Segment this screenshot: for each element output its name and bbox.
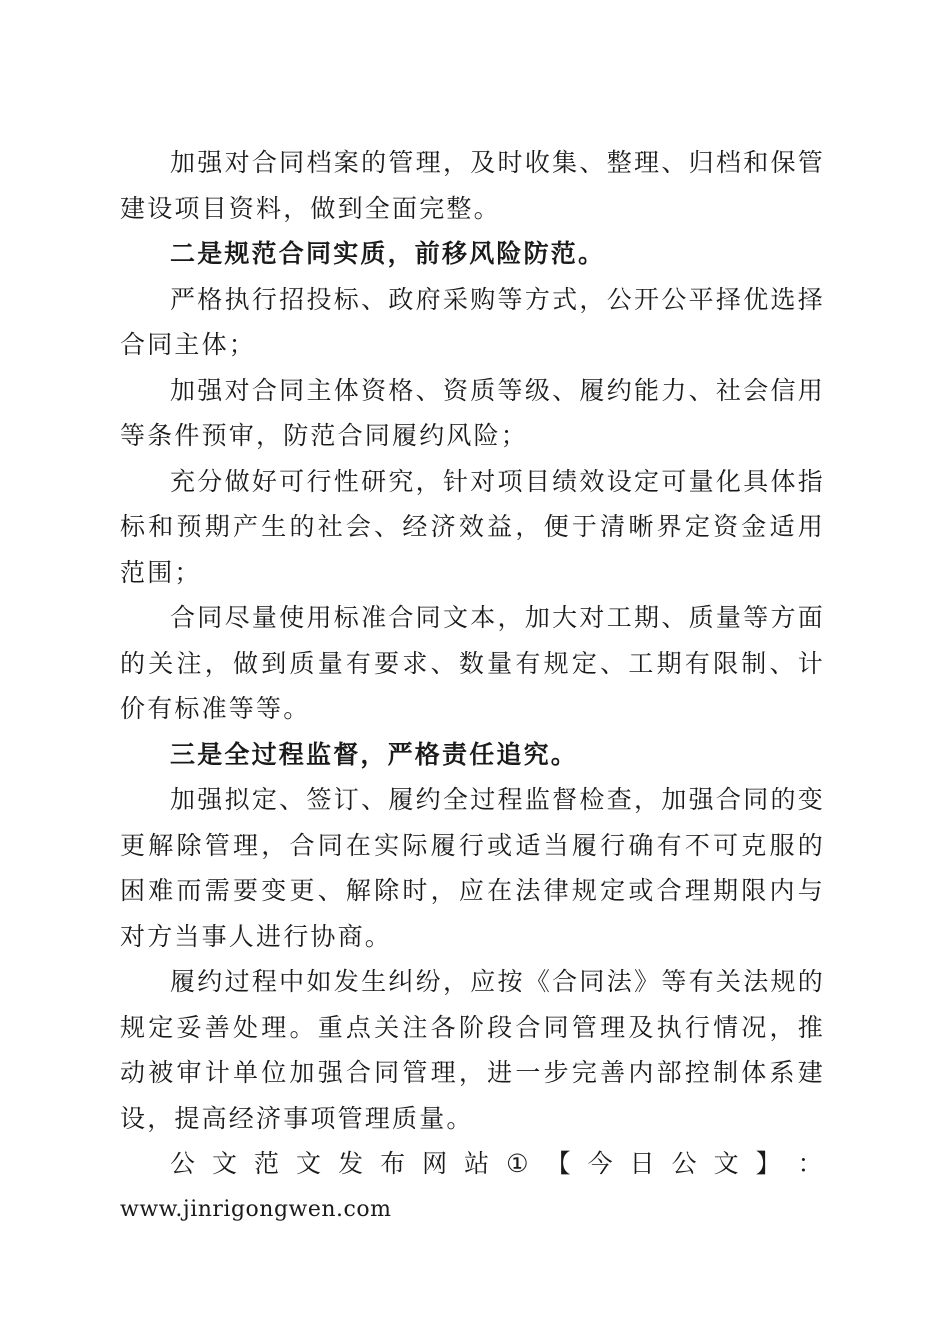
footer-char: 文 bbox=[296, 1149, 324, 1178]
footer-char: 日 bbox=[629, 1149, 657, 1178]
paragraph-feasibility-study: 充分做好可行性研究，针对项目绩效设定可量化具体指标和预期产生的社会、经济效益，便于清晰界定资金适用范围； bbox=[120, 466, 825, 587]
footer-char: 文 bbox=[212, 1149, 240, 1178]
document-page bbox=[120, 140, 825, 1232]
footer-char: ： bbox=[797, 1149, 825, 1178]
footer-char: 站 bbox=[464, 1149, 492, 1178]
heading-whole-process-supervision: 三是全过程监督，严格责任追究。 bbox=[170, 739, 579, 769]
footer-char: 】 bbox=[755, 1149, 783, 1178]
paragraph-tendering: 严格执行招投标、政府采购等方式，公开公平择优选择合同主体； bbox=[120, 284, 825, 359]
heading-contract-substance: 二是规范合同实质，前移风险防范。 bbox=[170, 239, 606, 268]
footer-url: www.jinrigongwen.com bbox=[120, 1196, 392, 1222]
paragraph-dispute-handling: 履约过程中如发生纠纷，应按《合同法》等有关法规的规定妥善处理。重点关注各阶段合同管理及执行情况，推动被审计单位加强合同管理，进一步完善内部控制体系建设，提高经济事项管理质量。 bbox=[120, 967, 825, 1133]
footer-char: 网 bbox=[422, 1149, 450, 1178]
footer-char: 公 bbox=[170, 1149, 198, 1178]
footer-char: 布 bbox=[380, 1149, 408, 1178]
paragraph-supervision-inspection: 加强拟定、签订、履约全过程监督检查，加强合同的变更解除管理，合同在实际履行或适当履行确有不可克服的困难而需要变更、解除时，应在法律规定或合理期限内与对方当事人进行协商。 bbox=[120, 785, 825, 951]
paragraph-standard-contract: 合同尽量使用标准合同文本，加大对工期、质量等方面的关注，做到质量有要求、数量有规定、工期有限制、计价有标准等等。 bbox=[120, 603, 825, 723]
footer-char: 发 bbox=[338, 1149, 366, 1178]
footer-char: ① bbox=[506, 1149, 531, 1178]
footer-char: 【 bbox=[545, 1149, 573, 1178]
paragraph-qualification-review: 加强对合同主体资格、资质等级、履约能力、社会信用等条件预审，防范合同履约风险； bbox=[120, 375, 825, 450]
footer-char: 今 bbox=[587, 1149, 615, 1178]
paragraph-archive-management: 加强对合同档案的管理，及时收集、整理、归档和保管建设项目资料，做到全面完整。 bbox=[120, 148, 825, 223]
footer-char: 公 bbox=[671, 1149, 699, 1178]
footer-source-line bbox=[120, 1141, 825, 1187]
footer-char: 范 bbox=[254, 1149, 282, 1178]
footer-char: 文 bbox=[713, 1149, 741, 1178]
